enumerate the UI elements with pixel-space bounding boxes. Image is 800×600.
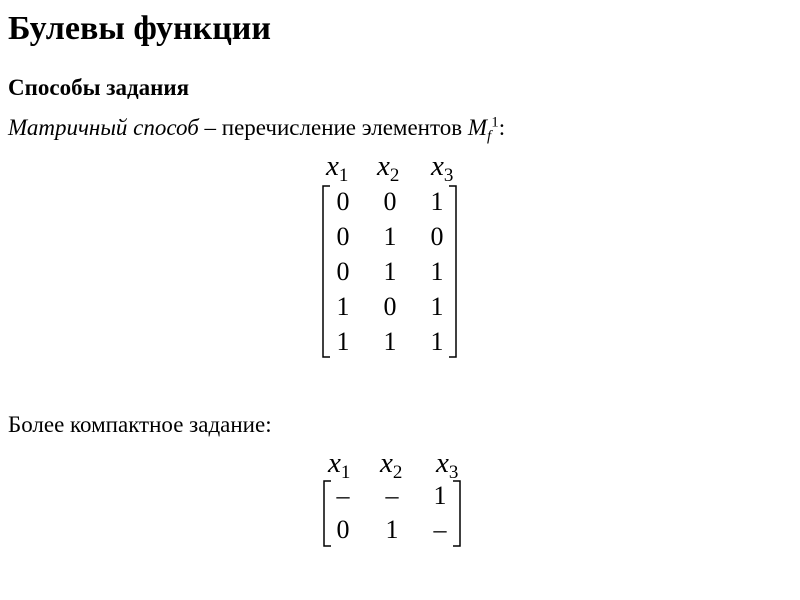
matrix1-cell: 1 [430,327,444,356]
matrix1-cell: 0 [336,187,350,216]
matrix2-header-x3: $x_3$ [436,447,459,483]
matrix1-cell: 1 [383,327,397,356]
matrix1-cell: 0 [383,292,397,321]
matrix1-cell: 0 [336,222,350,251]
set-subscript: f [487,128,492,145]
set-superscript: 1 [491,114,499,131]
matrix1-header-x2: $x_2$ [377,150,400,186]
page-title: Булевы функции [8,10,271,47]
description-suffix: : [498,115,506,140]
matrix1-cell: 1 [430,292,444,321]
matrix1-cell: 0 [383,187,397,216]
matrix1-cell: 1 [336,327,350,356]
matrix2-cell: – [336,481,350,510]
matrix1-cell: 1 [383,222,397,251]
matrix1-cell: 1 [430,187,444,216]
matrix2-cell: 0 [336,515,350,544]
matrix2-header-x1: $x_1$ [328,447,351,483]
matrix2-header-x2: $x_2$ [380,447,403,483]
matrix2-cell: 1 [385,515,399,544]
description-text: – перечисление элементов [198,115,468,140]
section-title: Способы задания [8,75,190,100]
set-symbol: M [467,115,488,140]
matrix2-cell: – [385,481,399,510]
matrix1-header-x1: $x_1$ [326,150,349,186]
compact-label: Более компактное задание: [8,412,272,437]
matrix1-header-x3: $x_3$ [431,150,454,186]
matrix1-cell: 1 [336,292,350,321]
matrix1-cell: 0 [430,222,444,251]
matrix2-cell: 1 [433,481,447,510]
matrix1-cell: 1 [430,257,444,286]
matrix2-cell: – [433,515,447,544]
matrix1-cell: 1 [383,257,397,286]
description-italic: Матричный способ [8,115,199,140]
matrix1-cell: 0 [336,257,350,286]
